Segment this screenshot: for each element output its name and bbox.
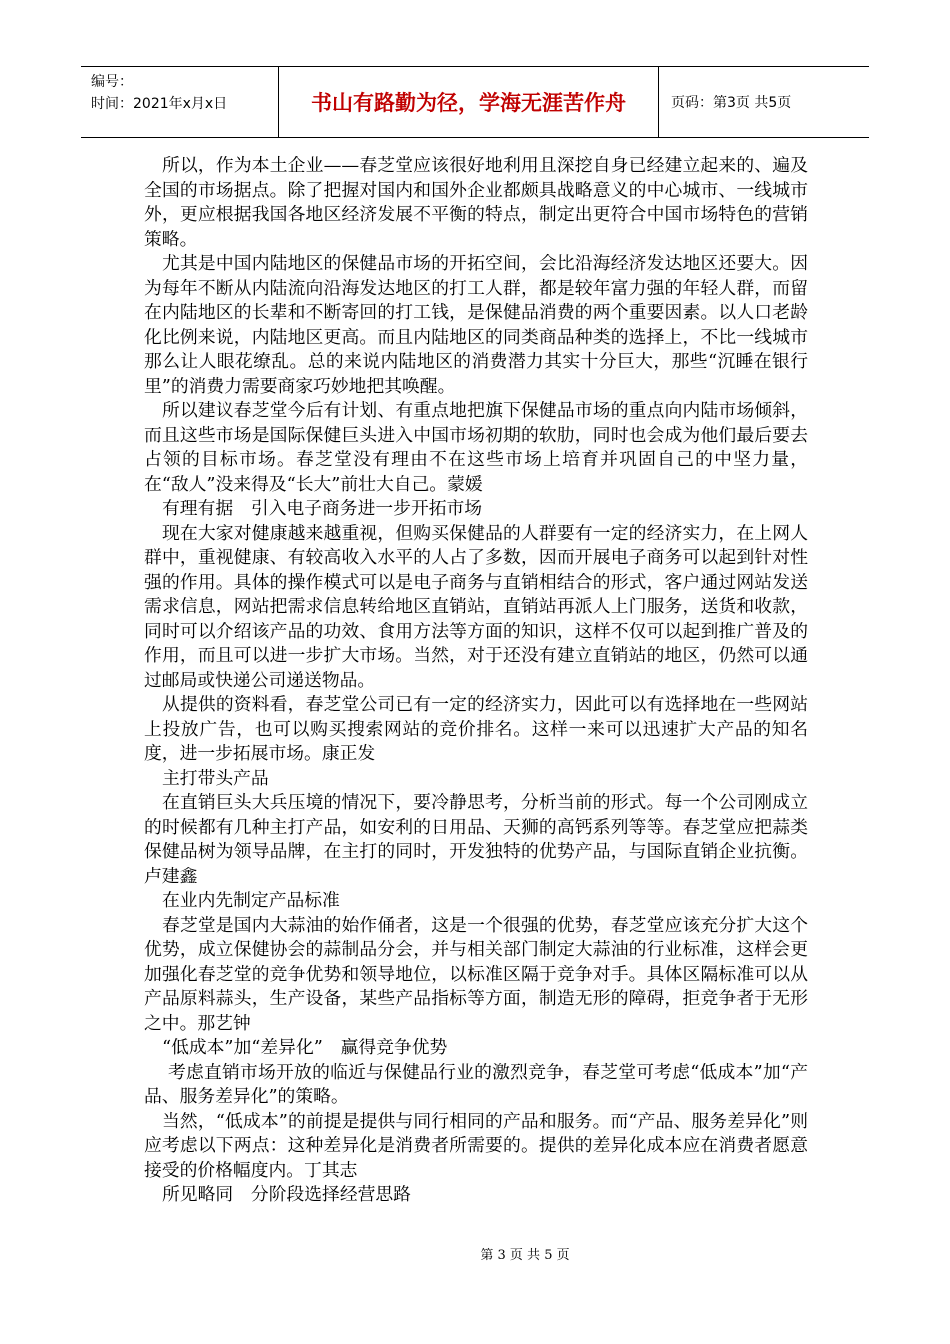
section-heading: 所见略同 分阶段选择经营思路	[162, 1184, 411, 1205]
paragraph: 尤其是中国内陆地区的保健品市场的开拓空间，会比沿海经济发达地区还要大。因为每年不断从内陆流向沿海发达地区的打工人群，都是较年富力强的年轻人群，而留在内陆地区的长辈和不断寄回的打工钱，是保健品消费的两个重要因素。以人口老龄化比例来说，内陆地区更高。而且内陆地区的同类商品种类的选择上，不比一线城市那么让人眼花缭乱。总的来说内陆地区的消费潜力其实十分巨大，那些“沉睡在银行里”的消费力需要商家巧妙地把其唤醒。	[144, 253, 808, 397]
section-heading: 在业内先制定产品标准	[162, 890, 340, 911]
paragraph: 所以，作为本土企业——春芝堂应该很好地利用且深挖自身已经建立起来的、遍及全国的市场据点。除了把握对国内和国外企业都颇具战略意义的中心城市、一线城市外，更应根据我国各地区经济发展不平衡的特点，制定出更符合中国市场特色的营销策略。	[144, 155, 808, 250]
date-label: 时间：2021年x月x日	[91, 96, 228, 112]
paragraph: 从提供的资料看，春芝堂公司已有一定的经济实力，因此可以有选择地在一些网站上投放广告，也可以购买搜索网站的竞价排名。这样一来可以迅速扩大产品的知名度，进一步拓展市场。康正发	[144, 694, 808, 764]
paragraph: 所以建议春芝堂今后有计划、有重点地把旗下保健品市场的重点向内陆市场倾斜，而且这些市场是国际保健巨头进入中国市场初期的软肋，同时也会成为他们最后要去占领的目标市场。春芝堂没有理由不在这些市场上培育并巩固自己的中坚力量，在“敌人”没来得及“长大”前壮大自己。蒙媛	[144, 400, 808, 495]
paragraph: 春芝堂是国内大蒜油的始作俑者，这是一个很强的优势，春芝堂应该充分扩大这个优势，成立保健协会的蒜制品分会，并与相关部门制定大蒜油的行业标准，这样会更加强化春芝堂的竞争优势和领导地位，以标准区隔于竞争对手。具体区隔标准可以从产品原料蒜头，生产设备，某些产品指标等方面，制造无形的障碍，拒竞争者于无形之中。那艺钟	[144, 914, 808, 1034]
paragraph: 现在大家对健康越来越重视，但购买保健品的人群要有一定的经济实力，在上网人群中，重视健康、有较高收入水平的人占了多数，因而开展电子商务可以起到针对性强的作用。具体的操作模式可以是电子商务与直销相结合的形式，客户通过网站发送需求信息，网站把需求信息转给地区直销站，直销站再派人上门服务，送货和收款，同时可以介绍该产品的功效、食用方法等方面的知识，这样不仅可以起到推广普及的作用，而且可以进一步扩大市场。当然，对于还没有建立直销站的地区，仍然可以通过邮局或快递公司递送物品。	[144, 522, 808, 691]
motto: 书山有路勤为径，学海无涯苦作舟	[279, 67, 659, 137]
page-header	[81, 66, 869, 138]
number-label: 编号：	[91, 74, 133, 90]
paragraph: 考虑直销市场开放的临近与保健品行业的激烈竞争，春芝堂可考虑“低成本”加“产品、服务差异化”的策略。	[144, 1061, 808, 1107]
section-heading: “低成本”加“差异化” 赢得竞争优势	[162, 1037, 448, 1058]
page-footer: 第 3 页 共 5 页	[480, 1248, 570, 1263]
paragraph: 在直销巨头大兵压境的情况下，要冷静思考，分析当前的形式。每一个公司刚成立的时候都有几种主打产品，如安利的日用品、天狮的高钙系列等等。春芝堂应把蒜类保健品树为领导品牌，在主打的同时，开发独特的优势产品，与国际直销企业抗衡。卢建鑫	[144, 792, 808, 887]
page-label: 页码：第3页 共5页	[671, 95, 792, 111]
section-heading: 有理有据 引入电子商务进一步开拓市场	[162, 498, 483, 519]
paragraph: 当然，“低成本”的前提是提供与同行相同的产品和服务。而“产品、服务差异化”则应考虑以下两点：这种差异化是消费者所需要的。提供的差异化成本应在消费者愿意接受的价格幅度内。丁其志	[144, 1110, 808, 1181]
document-body	[144, 154, 808, 1208]
section-heading: 主打带头产品	[162, 767, 269, 789]
header-info-cell	[81, 67, 279, 137]
